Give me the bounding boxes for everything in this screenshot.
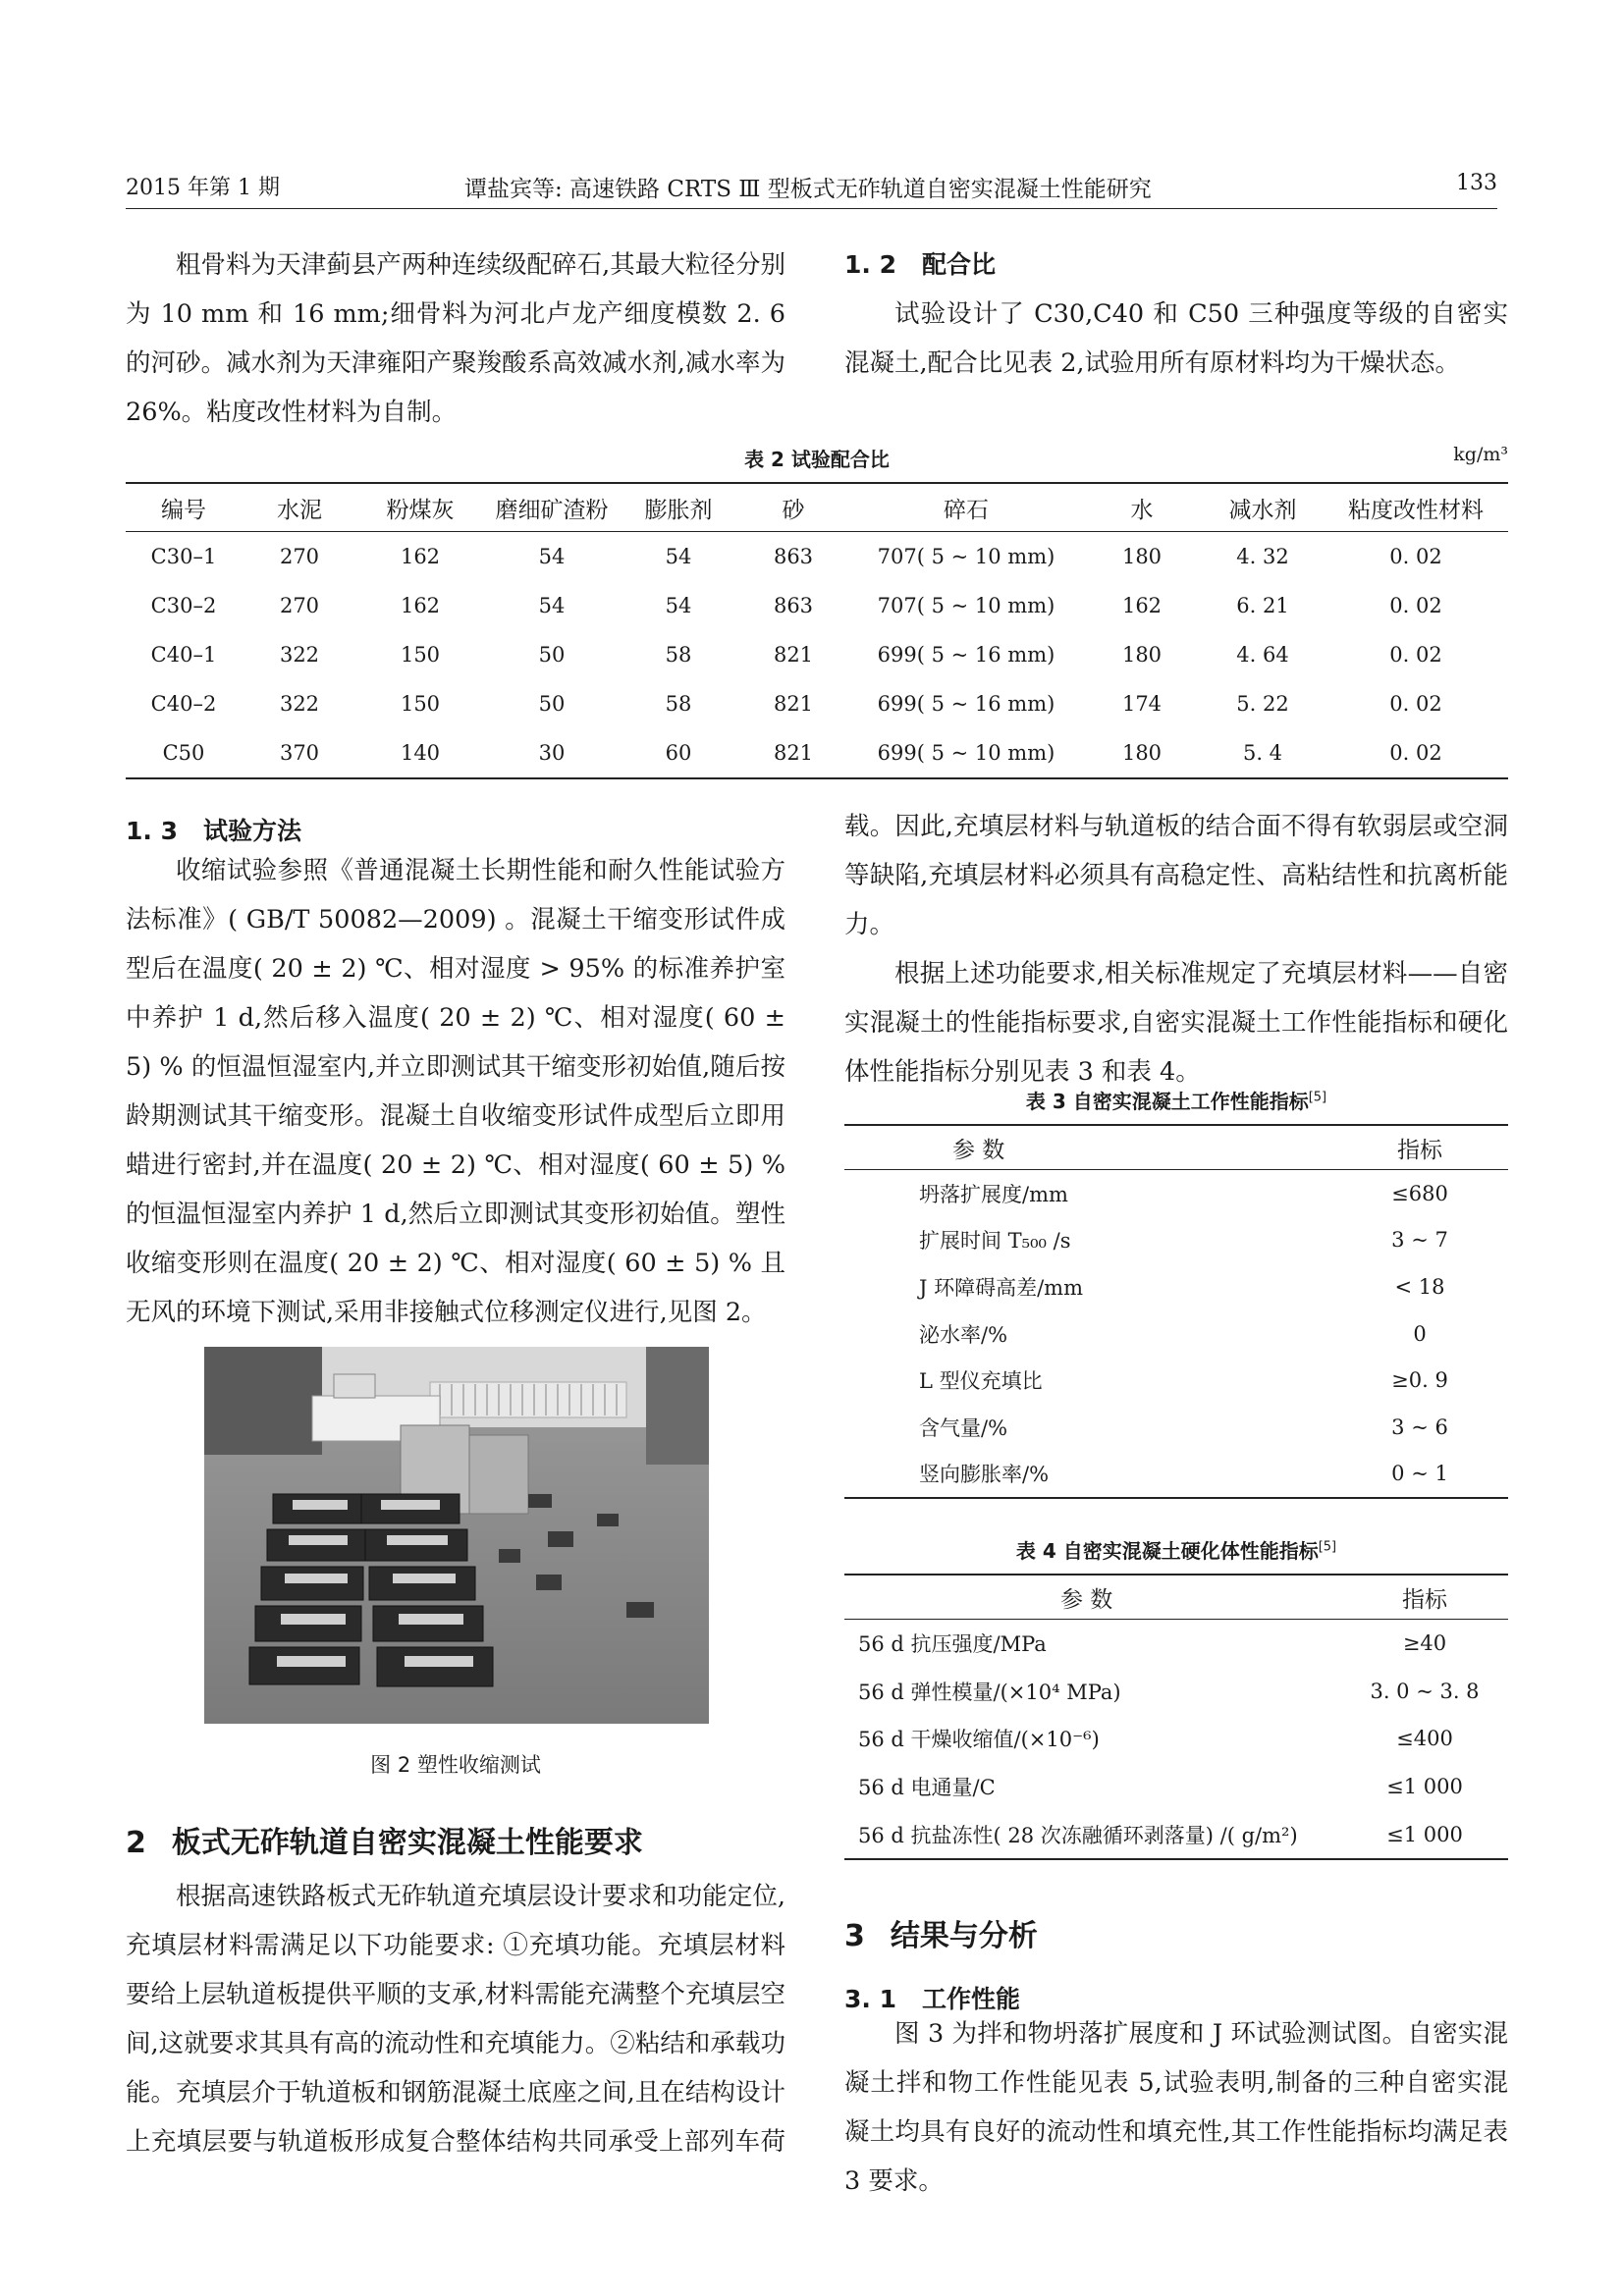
intro-paragraph: 粗骨料为天津蓟县产两种连续级配碎石,其最大粒径分别为 10 mm 和 16 mm;细骨料为河北卢龙产细度模数 2. 6 的河砂。减水剂为天津雍阳产聚羧酸系高效减水剂,减水率为 26%。粘度改性材料为自制。 bbox=[126, 250, 785, 427]
col-header: 参 数 bbox=[844, 1125, 1331, 1170]
figure-2-caption: 图 2 塑性收缩测试 bbox=[370, 1753, 541, 1777]
col-header: 粘度改性材料 bbox=[1324, 483, 1508, 532]
section-2-paragraph: 根据高速铁路板式无砟轨道充填层设计要求和功能定位,充填层材料需满足以下功能要求: ①充填功能。充填层材料要给上层轨道板提供平顺的支承,材料需能充满整个充填层空间,这就要求其具有高的流动性和充填能力。②粘结和承载功能。充填层介于轨道板和钢筋混凝土底座之间,且在结构设计上充填层要与轨道板形成复合整体结构共同承受上部列车荷 bbox=[126, 1882, 785, 2157]
table-cell: ≤1 000 bbox=[1386, 1822, 1463, 1846]
table-cell: 竖向膨胀率/% bbox=[919, 1463, 1050, 1487]
table-cell: 3 ~ 6 bbox=[1391, 1415, 1448, 1439]
table-cell: 50 bbox=[538, 692, 566, 716]
table-cell: 707( 5 ~ 10 mm) bbox=[877, 545, 1055, 568]
table-row bbox=[844, 1263, 1508, 1310]
col-header: 水泥 bbox=[242, 483, 357, 532]
table-row bbox=[844, 1217, 1508, 1264]
table-cell: ≥40 bbox=[1402, 1631, 1447, 1656]
table-cell: 821 bbox=[773, 741, 814, 765]
table-cell: 0. 02 bbox=[1389, 741, 1442, 765]
table-row bbox=[844, 1310, 1508, 1358]
table-cell: 180 bbox=[1121, 643, 1163, 667]
col-header: 编号 bbox=[126, 483, 242, 532]
table-cell: 821 bbox=[773, 692, 814, 716]
section-3-1-paragraph: 图 3 为拌和物坍落扩展度和 J 环试验测试图。自密实混凝土拌和物工作性能见表 5,试验表明,制备的三种自密实混凝土均具有良好的流动性和填充性,其工作性能指标均满足表 3 要求。 bbox=[844, 2019, 1508, 2196]
table-4-caption bbox=[844, 1535, 1508, 1564]
table-cell: 含气量/% bbox=[919, 1415, 1008, 1440]
table-cell: 56 d 干燥收缩值/(×10⁻⁶) bbox=[858, 1728, 1100, 1752]
table-cell: 140 bbox=[400, 741, 441, 765]
col-header: 砂 bbox=[736, 483, 850, 532]
table-cell: 707( 5 ~ 10 mm) bbox=[877, 594, 1055, 617]
section-2-continued-paragraph: 载。因此,充填层材料与轨道板的结合面不得有软弱层或空洞等缺陷,充填层材料必须具有高稳定性、高粘结性和抗离析能力。 bbox=[844, 812, 1508, 939]
table-cell: ≥0. 9 bbox=[1391, 1368, 1448, 1393]
table-row bbox=[844, 1357, 1508, 1404]
table-cell: C40–2 bbox=[150, 692, 217, 716]
table-cell: 56 d 电通量/C bbox=[858, 1776, 996, 1800]
section-3-heading bbox=[844, 1911, 1038, 1954]
table-cell: 0. 02 bbox=[1389, 594, 1442, 617]
section-1-3-body bbox=[126, 846, 785, 1337]
table-cell: C30–2 bbox=[150, 594, 217, 617]
table-cell: 6. 21 bbox=[1236, 594, 1289, 617]
table-cell: 699( 5 ~ 16 mm) bbox=[877, 643, 1055, 667]
journal-issue: 2015 年第 1 期 bbox=[126, 176, 280, 200]
table-cell: 58 bbox=[665, 692, 692, 716]
table-cell: 56 d 抗压强度/MPa bbox=[858, 1632, 1047, 1657]
table-row bbox=[844, 1763, 1508, 1811]
table-cell: 30 bbox=[538, 741, 566, 765]
table-row bbox=[844, 1810, 1508, 1859]
table-cell: 322 bbox=[279, 692, 320, 716]
section-2-continuation bbox=[844, 802, 1508, 1096]
section-3-1-body bbox=[844, 2009, 1508, 2206]
table-cell: 863 bbox=[773, 545, 814, 568]
col-header: 膨胀剂 bbox=[621, 483, 736, 532]
table-cell: 270 bbox=[279, 594, 320, 617]
intro-block bbox=[126, 240, 785, 437]
table-3 bbox=[844, 1124, 1508, 1499]
section-number: 2 bbox=[126, 1826, 146, 1860]
table-cell: 5. 4 bbox=[1242, 741, 1283, 765]
table-cell: ≤680 bbox=[1391, 1181, 1448, 1205]
table-cell: 56 d 弹性模量/(×10⁴ MPa) bbox=[858, 1680, 1121, 1704]
section-number: 1. 2 bbox=[844, 250, 896, 279]
table-row bbox=[844, 1404, 1508, 1451]
col-header: 水 bbox=[1082, 483, 1202, 532]
col-header: 减水剂 bbox=[1202, 483, 1324, 532]
table-cell: 0. 02 bbox=[1389, 692, 1442, 716]
table-row bbox=[126, 679, 1508, 728]
table-cell: 699( 5 ~ 10 mm) bbox=[877, 741, 1055, 765]
running-title: 谭盐宾等: 高速铁路 CRTS Ⅲ 型板式无砟轨道自密实混凝土性能研究 bbox=[464, 177, 1152, 202]
table-row bbox=[844, 1170, 1508, 1217]
table-4-caption-text: 表 4 自密实混凝土硬化体性能指标 bbox=[1015, 1539, 1319, 1563]
col-header: 指标 bbox=[1331, 1125, 1508, 1170]
page-number: 133 bbox=[1456, 171, 1497, 195]
table-row bbox=[844, 1715, 1508, 1763]
table-cell: 4. 64 bbox=[1236, 643, 1289, 667]
table-4 bbox=[844, 1574, 1508, 1860]
section-title: 工作性能 bbox=[922, 1985, 1021, 2013]
table-3-caption-text: 表 3 自密实混凝土工作性能指标 bbox=[1025, 1090, 1309, 1113]
col-header: 参 数 bbox=[844, 1575, 1341, 1620]
section-1-2-heading bbox=[844, 245, 996, 281]
table-2-unit: kg/m³ bbox=[1453, 444, 1508, 465]
table-cell: 162 bbox=[1121, 594, 1163, 617]
table-cell: 174 bbox=[1121, 692, 1163, 716]
section-title: 试验方法 bbox=[203, 817, 302, 845]
table-cell: 56 d 抗盐冻性( 28 次冻融循环剥落量) /( g/m²) bbox=[858, 1823, 1298, 1847]
table-cell: 60 bbox=[665, 741, 692, 765]
table-cell: 3. 0 ~ 3. 8 bbox=[1370, 1679, 1480, 1703]
table-row bbox=[844, 1620, 1508, 1668]
col-header: 指标 bbox=[1341, 1575, 1508, 1620]
section-2-body bbox=[126, 1872, 785, 2166]
table-cell: ≤1 000 bbox=[1386, 1775, 1463, 1799]
table-cell: 4. 32 bbox=[1236, 545, 1289, 568]
table-cell: 0 bbox=[1413, 1321, 1427, 1346]
table-3-reference: [5] bbox=[1308, 1090, 1327, 1105]
table-2 bbox=[126, 482, 1508, 779]
table-header-row bbox=[844, 1125, 1508, 1170]
figure-2-photo bbox=[204, 1347, 709, 1724]
col-header: 粉煤灰 bbox=[357, 483, 483, 532]
table-row bbox=[844, 1668, 1508, 1716]
col-header: 碎石 bbox=[850, 483, 1082, 532]
section-1-2-paragraph: 试验设计了 C30,C40 和 C50 三种强度等级的自密实混凝土,配合比见表 2,试验用所有原材料均为干燥状态。 bbox=[844, 299, 1508, 378]
table-row bbox=[844, 1451, 1508, 1499]
table-cell: 泌水率/% bbox=[919, 1322, 1008, 1347]
table-cell: 5. 22 bbox=[1236, 692, 1289, 716]
section-1-3-paragraph: 收缩试验参照《普通混凝土长期性能和耐久性能试验方法标准》( GB/T 50082—2009) 。混凝土干缩变形试件成型后在温度( 20 ± 2) ℃、相对湿度 > 95% 的标准养护室中养护 1 d,然后移入温度( 20 ± 2) ℃、相对湿度( 60 ± 5) % 的恒温恒湿室内,并立即测试其干缩变形初始值,随后按龄期测试其干缩变形。混凝土自收缩变形试件成型后立即用蜡进行密封,并在温度( 20 ± 2) ℃、相对湿度( 60 ± 5) % 的恒温恒湿室内养护 1 d,然后立即测试其变形初始值。塑性收缩变形则在温度( 20 ± 2) ℃、相对湿度( 60 ± 5) % 且无风的环境下测试,采用非接触式位移测定仪进行,见图 2。 bbox=[126, 856, 785, 1327]
table-row bbox=[126, 581, 1508, 630]
table-cell: 3 ~ 7 bbox=[1391, 1228, 1448, 1253]
table-cell: 0. 02 bbox=[1389, 545, 1442, 568]
table-header-row bbox=[844, 1575, 1508, 1620]
table-cell: 180 bbox=[1121, 741, 1163, 765]
section-title: 板式无砟轨道自密实混凝土性能要求 bbox=[171, 1826, 643, 1860]
table-cell: 54 bbox=[538, 545, 566, 568]
table-3-caption bbox=[844, 1086, 1508, 1114]
table-row bbox=[126, 728, 1508, 778]
table-cell: L 型仪充填比 bbox=[919, 1369, 1043, 1394]
table-cell: C30–1 bbox=[150, 545, 217, 568]
section-title: 结果与分析 bbox=[890, 1919, 1038, 1953]
table-cell: 54 bbox=[538, 594, 566, 617]
table-cell: J 环障碍高差/mm bbox=[919, 1275, 1083, 1300]
table-cell: 50 bbox=[538, 643, 566, 667]
page-header bbox=[126, 169, 1497, 209]
table-cell: 270 bbox=[279, 545, 320, 568]
section-number: 3. 1 bbox=[844, 1985, 896, 2013]
table-cell: 150 bbox=[400, 643, 441, 667]
table-4-reference: [5] bbox=[1318, 1539, 1337, 1555]
table-header-row bbox=[126, 483, 1508, 532]
table-cell: 54 bbox=[665, 545, 692, 568]
table-2-caption bbox=[126, 444, 1508, 472]
table-cell: < 18 bbox=[1394, 1274, 1445, 1299]
table-row bbox=[126, 532, 1508, 582]
table-cell: ≤400 bbox=[1396, 1727, 1453, 1751]
table-cell: 扩展时间 T₅₀₀ /s bbox=[919, 1229, 1071, 1254]
table-cell: 0 ~ 1 bbox=[1391, 1462, 1448, 1486]
table-cell: 370 bbox=[279, 741, 320, 765]
table-cell: 821 bbox=[773, 643, 814, 667]
table-cell: 863 bbox=[773, 594, 814, 617]
table-cell: 162 bbox=[400, 594, 441, 617]
section-1-2-body bbox=[844, 290, 1508, 388]
section-number: 1. 3 bbox=[126, 817, 178, 845]
table-cell: 58 bbox=[665, 643, 692, 667]
plastic-shrinkage-test-photo bbox=[204, 1347, 709, 1724]
table-cell: C40–1 bbox=[150, 643, 217, 667]
table-cell: 0. 02 bbox=[1389, 643, 1442, 667]
table-cell: 699( 5 ~ 16 mm) bbox=[877, 692, 1055, 716]
table-cell: 162 bbox=[400, 545, 441, 568]
section-2-heading bbox=[126, 1818, 643, 1861]
section-title: 配合比 bbox=[922, 250, 997, 279]
table-row bbox=[126, 630, 1508, 679]
table-cell: 54 bbox=[665, 594, 692, 617]
table-cell: C50 bbox=[162, 741, 205, 765]
section-1-3-heading bbox=[126, 812, 301, 847]
section-number: 3 bbox=[844, 1919, 865, 1953]
table-2-caption-text: 表 2 试验配合比 bbox=[744, 448, 890, 471]
col-header: 磨细矿渣粉 bbox=[483, 483, 621, 532]
table-cell: 150 bbox=[400, 692, 441, 716]
section-2-paragraph-b: 根据上述功能要求,相关标准规定了充填层材料——自密实混凝土的性能指标要求,自密实混凝土工作性能指标和硬化体性能指标分别见表 3 和表 4。 bbox=[844, 959, 1508, 1087]
table-cell: 坍落扩展度/mm bbox=[919, 1182, 1068, 1206]
table-cell: 180 bbox=[1121, 545, 1163, 568]
table-cell: 322 bbox=[279, 643, 320, 667]
